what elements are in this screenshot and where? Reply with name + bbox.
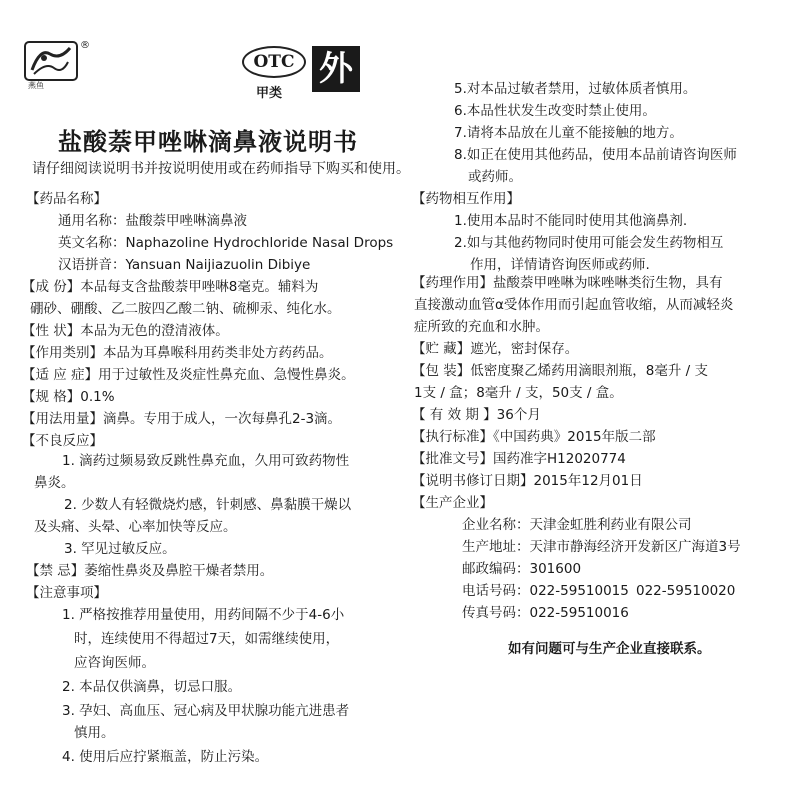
storage-line: 【贮 藏】遮光，密封保存。 (412, 341, 579, 357)
caution-1a: 1. 严格按推荐用量使用，用药间隔不少于4-6小 (62, 607, 345, 623)
pharmacology-3: 症所致的充血和水肿。 (414, 319, 549, 335)
generic-name: 通用名称：盐酸萘甲唑啉滴鼻液 (58, 213, 247, 229)
contact-note: 如有问题可与生产企业直接联系。 (508, 641, 711, 657)
logo-brand-text: 燕鱼 (28, 81, 44, 90)
spec-line: 【规 格】0.1% (22, 389, 115, 405)
category-line: 【作用类别】本品为耳鼻喉科用药类非处方药药品。 (22, 345, 333, 361)
caution-7: 7.请将本品放在儿童不能接触的地方。 (454, 125, 683, 141)
company-fax: 传真号码：022-59510016 (462, 605, 629, 621)
caution-6: 6.本品性状发生改变时禁止使用。 (454, 103, 656, 119)
company-name: 企业名称：天津金虹胜利药业有限公司 (462, 517, 692, 533)
caution-2: 2. 本品仅供滴鼻，切忌口服。 (62, 679, 242, 695)
company-postcode: 邮政编码：301600 (462, 561, 582, 577)
external-use-badge: 外 (312, 46, 360, 92)
section-manufacturer: 【生产企业】 (412, 495, 493, 511)
composition-line-1: 【成 份】本品每支含盐酸萘甲唑啉8毫克。辅料为 (22, 279, 319, 295)
adverse-1b: 鼻炎。 (34, 475, 75, 491)
caution-8b: 或药师。 (468, 169, 522, 185)
adverse-3: 3. 罕见过敏反应。 (64, 541, 176, 557)
adverse-2a: 2. 少数人有轻微烧灼感，针刺感、鼻黏膜干燥以 (64, 497, 352, 513)
caution-5: 5.对本品过敏者禁用，过敏体质者慎用。 (454, 81, 697, 97)
english-name: 英文名称：Naphazoline Hydrochloride Nasal Drops (58, 235, 394, 251)
brand-logo (22, 40, 80, 92)
interaction-2b: 作用，详情请咨询医师或药师. (470, 257, 650, 273)
package-line-1: 【包 装】低密度聚乙烯药用滴眼剂瓶，8毫升 / 支 (412, 363, 709, 379)
approval-line: 【批准文号】国药准字H12020774 (412, 451, 626, 467)
pinyin-name: 汉语拼音：Yansuan Naijiazuolin Dibiye (58, 257, 311, 273)
interaction-1: 1.使用本品时不能同时使用其他滴鼻剂. (454, 213, 688, 229)
character-line: 【性 状】本品为无色的澄清液体。 (22, 323, 229, 339)
page-subtitle: 请仔细阅读说明书并按说明使用或在药师指导下购买和使用。 (32, 161, 410, 177)
package-line-2: 1支 / 盒；8毫升 / 支，50支 / 盒。 (414, 385, 623, 401)
section-interaction: 【药物相互作用】 (412, 191, 520, 207)
section-adverse: 【不良反应】 (22, 433, 103, 449)
caution-3a: 3. 孕妇、高血压、冠心病及甲状腺功能亢进患者 (62, 703, 350, 719)
caution-3b: 慎用。 (74, 725, 115, 741)
company-phone: 电话号码：022-59510015 (462, 583, 629, 599)
otc-badge: OTC (242, 46, 306, 78)
validity-line: 【 有 效 期 】36个月 (412, 407, 541, 423)
pharmacology-1: 【药理作用】盐酸萘甲唑啉为咪唑啉类衍生物，具有 (412, 275, 723, 291)
caution-8a: 8.如正在使用其他药品，使用本品前请咨询医师 (454, 147, 737, 163)
indication-line: 【适 应 症】用于过敏性及炎症性鼻充血、急慢性鼻炎。 (22, 367, 355, 383)
adverse-2b: 及头痛、头晕、心率加快等反应。 (34, 519, 237, 535)
section-caution: 【注意事项】 (26, 585, 107, 601)
section-drug-name: 【药品名称】 (26, 191, 107, 207)
caution-1c: 应咨询医师。 (74, 655, 155, 671)
registered-mark: ® (80, 40, 90, 51)
usage-line: 【用法用量】滴鼻。专用于成人，一次每鼻孔2-3滴。 (22, 411, 342, 427)
caution-1b: 时，连续使用不得超过7天，如需继续使用， (74, 631, 340, 647)
adverse-1a: 1. 滴药过频易致反跳性鼻充血，久用可致药物性 (62, 453, 350, 469)
standard-line: 【执行标准】《中国药典》2015年版二部 (412, 429, 656, 445)
company-phone-2: 022-59510020 (636, 583, 736, 599)
contraindication-line: 【禁 忌】萎缩性鼻炎及鼻腔干燥者禁用。 (26, 563, 274, 579)
company-address: 生产地址：天津市静海经济开发新区广海道3号 (462, 539, 741, 555)
category-label: 甲类 (256, 86, 283, 101)
composition-line-2: 硼砂、硼酸、乙二胺四乙酸二钠、硫柳汞、纯化水。 (30, 301, 341, 317)
revision-line: 【说明书修订日期】2015年12月01日 (412, 473, 643, 489)
interaction-2a: 2.如与其他药物同时使用可能会发生药物相互 (454, 235, 724, 251)
pharmacology-2: 直接激动血管α受体作用而引起血管收缩，从而减轻炎 (414, 297, 734, 313)
page-title: 盐酸萘甲唑啉滴鼻液说明书 (58, 128, 358, 156)
caution-4: 4. 使用后应拧紧瓶盖，防止污染。 (62, 749, 269, 765)
